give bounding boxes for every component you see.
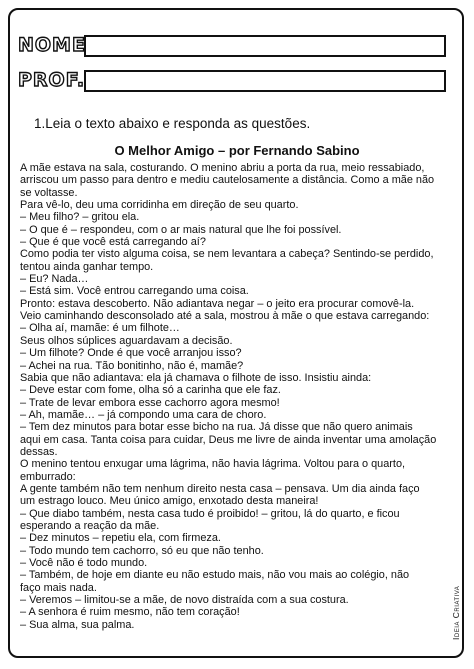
story-line: – Um filhote? Onde é que você arranjou isso?	[20, 347, 242, 360]
story-line: – Você não é todo mundo.	[20, 557, 148, 569]
story-line: Sabia que não adiantava: ela já chamava o filhote de isso. Insistiu ainda:	[20, 371, 372, 384]
side-credit: Ideia Criativa	[451, 585, 461, 640]
story-line: arriscou um passo para dentro e mediu cautelosamente a distância. Como a mãe não	[20, 174, 435, 187]
story-line: tentou ainda ganhar tempo.	[20, 260, 154, 273]
story-line: – Dez minutos – repetiu ela, com firmeza.	[20, 532, 221, 545]
name-label: NOME	[18, 34, 86, 56]
story-line: – Está sim. Você entrou carregando uma coisa.	[20, 285, 249, 298]
story-line: Veio caminhando desconsolado até a sala, mostrou à mãe o que estava carregando:	[20, 310, 430, 323]
story-line: – Meu filho? – gritou ela.	[20, 211, 140, 224]
story-line: – O que é – respondeu, com o ar mais natural que lhe foi possível.	[20, 223, 342, 236]
story-line: – Deve estar com fome, olha só a carinha que ele faz.	[20, 384, 281, 397]
story-line: – Também, de hoje em diante eu não estudo mais, não vou mais ao colégio, não	[20, 569, 410, 582]
story-line: – Olha aí, mamãe: é um filhote…	[20, 322, 180, 335]
story-line: emburrado:	[20, 470, 76, 483]
story-line: – Sua alma, sua palma.	[20, 618, 135, 631]
story-line: Para vê-lo, deu uma corridinha em direção de seu quarto.	[20, 199, 299, 212]
story-line: – Achei na rua. Tão bonitinho, não é, mamãe?	[20, 359, 244, 372]
story-line: A gente também não tem nenhum direito nesta casa – pensava. Um dia ainda faço	[20, 482, 420, 495]
story-line: O menino tentou enxugar uma lágrima, não havia lágrima. Voltou para o quarto,	[20, 458, 406, 471]
story-line: se voltasse.	[20, 186, 78, 199]
story-line: A mãe estava na sala, costurando. O menino abriu a porta da rua, meio ressabiado,	[20, 162, 425, 174]
story-line: esperando a reação da mãe.	[20, 519, 160, 532]
story-line: aqui em casa. Tanta coisa para cuidar, Deus me livre de ainda inventar uma amolação	[20, 433, 437, 446]
story-line: Seus olhos súplices aguardavam a decisão.	[20, 334, 233, 347]
story-line: faço mais nada.	[20, 581, 97, 594]
instruction-text: 1.Leia o texto abaixo e responda as questões.	[34, 116, 311, 131]
teacher-field[interactable]	[84, 70, 446, 92]
story-line: – Eu? Nada…	[20, 273, 89, 286]
story-line: – Todo mundo tem cachorro, só eu que não tenho.	[20, 544, 264, 557]
story-line: Como podia ter visto alguma coisa, se nem levantara a cabeça? Sentindo-se perdido,	[20, 248, 434, 261]
story-line: – Que diabo também, nesta casa tudo é proibido! – gritou, lá do quarto, e ficou	[20, 507, 400, 520]
story-line: – Ah, mamãe… – já compondo uma cara de choro.	[20, 408, 267, 421]
story-line: Pronto: estava descoberto. Não adiantava negar – o jeito era procurar comovê-la.	[20, 297, 415, 310]
story-line: – Tem dez minutos para botar esse bicho na rua. Já disse que não quero animais	[20, 421, 413, 434]
story-line: dessas.	[20, 445, 58, 458]
name-field[interactable]	[84, 35, 446, 57]
story-line: – Que é que você está carregando aí?	[20, 236, 206, 249]
story-line: – Trate de levar embora esse cachorro agora mesmo!	[20, 396, 280, 409]
story-line: um estrago louco. Meu único amigo, enxotado desta maneira!	[20, 495, 319, 508]
story-line: – Veremos – limitou-se a mãe, de novo distraída com a sua costura.	[20, 594, 349, 607]
story-text	[20, 162, 448, 631]
story-line: – A senhora é ruim mesmo, não tem coração!	[20, 606, 240, 619]
story-title: O Melhor Amigo – por Fernando Sabino	[114, 143, 360, 158]
teacher-label: PROF.	[18, 69, 86, 91]
